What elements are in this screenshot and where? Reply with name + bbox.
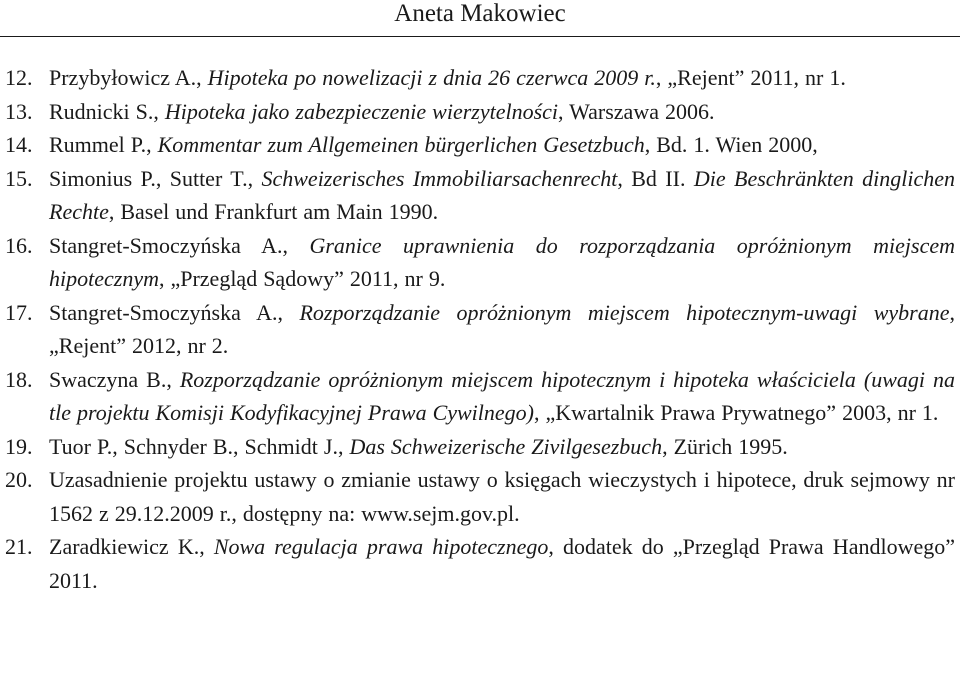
entry-author: Swaczyna B., xyxy=(49,366,180,392)
bibliography-entry xyxy=(5,363,955,430)
entry-number: 12. xyxy=(5,65,33,90)
entry-number: 16. xyxy=(5,232,33,258)
entry-publication: , Warszawa 2006. xyxy=(558,98,715,124)
entry-author: Przybyłowicz A., xyxy=(49,65,208,90)
entry-author: Rummel P., xyxy=(49,132,158,157)
entry-publication: , „Kwartalnik Prawa Prywatnego” 2003, nr 1. xyxy=(534,400,939,425)
entry-text: Uzasadnienie projektu ustawy o zmianie ustawy o księgach wieczystych i hipotece, druk sejmowy nr 1562 z 29.12.2009 r., dostępny na: www.sejm.gov.pl. xyxy=(49,467,955,526)
bibliography-entry xyxy=(5,430,955,464)
running-header-author: Aneta Makowiec xyxy=(394,0,566,27)
entry-title: Das Schweizerische Zivilgesezbuch xyxy=(349,433,663,459)
entry-author: Simonius P., Sutter T., xyxy=(49,165,262,191)
entry-title: Granice uprawnienia do rozporządzania opróżnionym miejscem hipotecznym xyxy=(49,232,955,291)
entry-title: Rozporządzanie opróżnionym miejscem hipotecznym i hipoteka właściciela (uwagi na tle projektu Komisji Kodyfikacyjnej Prawa Cywilnego) xyxy=(49,366,955,425)
entry-author: Stangret-Smoczyńska A., xyxy=(49,232,310,258)
entry-number: 15. xyxy=(5,165,33,191)
entry-title: Rozporządzanie opróżnionym miejscem hipotecznym-uwagi wybrane xyxy=(299,299,950,325)
entry-publication: , Zürich 1995. xyxy=(662,433,788,459)
bibliography-entry xyxy=(5,61,955,95)
entry-author: Zaradkiewicz K., xyxy=(49,534,214,559)
entry-author: Stangret-Smoczyńska A., xyxy=(49,299,300,325)
bibliography-list xyxy=(5,61,955,597)
entry-publication: , „Przegląd Sądowy” 2011, nr 9. xyxy=(158,266,446,291)
entry-number: 17. xyxy=(5,299,33,325)
bibliography-entry xyxy=(5,229,955,296)
entry-author: Tuor P., Schnyder B., Schmidt J., xyxy=(49,433,350,459)
header-rule xyxy=(0,36,960,37)
entry-publication: , Basel und Frankfurt am Main 1990. xyxy=(108,199,439,224)
entry-publication: , Bd. 1. Wien 2000, xyxy=(644,132,818,157)
entry-volume: , Bd II. xyxy=(617,165,694,191)
entry-publication: , dodatek do „Przegląd Prawa Handlowego” 2011. xyxy=(49,534,955,593)
bibliography-entry xyxy=(5,128,955,162)
entry-number: 20. xyxy=(5,467,33,492)
entry-title: Hipoteka jako zabezpieczenie wierzytelności xyxy=(164,98,559,124)
entry-number: 13. xyxy=(5,98,33,124)
entry-subtitle: Die Beschränkten dinglichen Rechte xyxy=(49,165,955,224)
entry-publication: , „Rejent” 2012, nr 2. xyxy=(49,299,955,358)
entry-author: Rudnicki S., xyxy=(49,98,165,124)
entry-title: Hipoteka po nowelizacji z dnia 26 czerwca 2009 r. xyxy=(207,65,656,90)
bibliography-entry xyxy=(5,162,955,229)
entry-publication: , „Rejent” 2011, nr 1. xyxy=(655,65,846,90)
bibliography-entry xyxy=(5,296,955,363)
entry-number: 19. xyxy=(5,433,33,459)
entry-title: Kommentar zum Allgemeinen bürgerlichen Gesetzbuch xyxy=(157,132,645,157)
bibliography-entry xyxy=(5,530,955,597)
entry-number: 14. xyxy=(5,132,33,157)
entry-title: Nowa regulacja prawa hipotecznego xyxy=(213,534,549,559)
entry-number: 18. xyxy=(5,366,33,392)
bibliography-entry xyxy=(5,463,955,530)
entry-title: Schweizerisches Immobiliarsachenrecht xyxy=(261,165,618,191)
entry-number: 21. xyxy=(5,534,33,559)
bibliography-entry xyxy=(5,95,955,129)
